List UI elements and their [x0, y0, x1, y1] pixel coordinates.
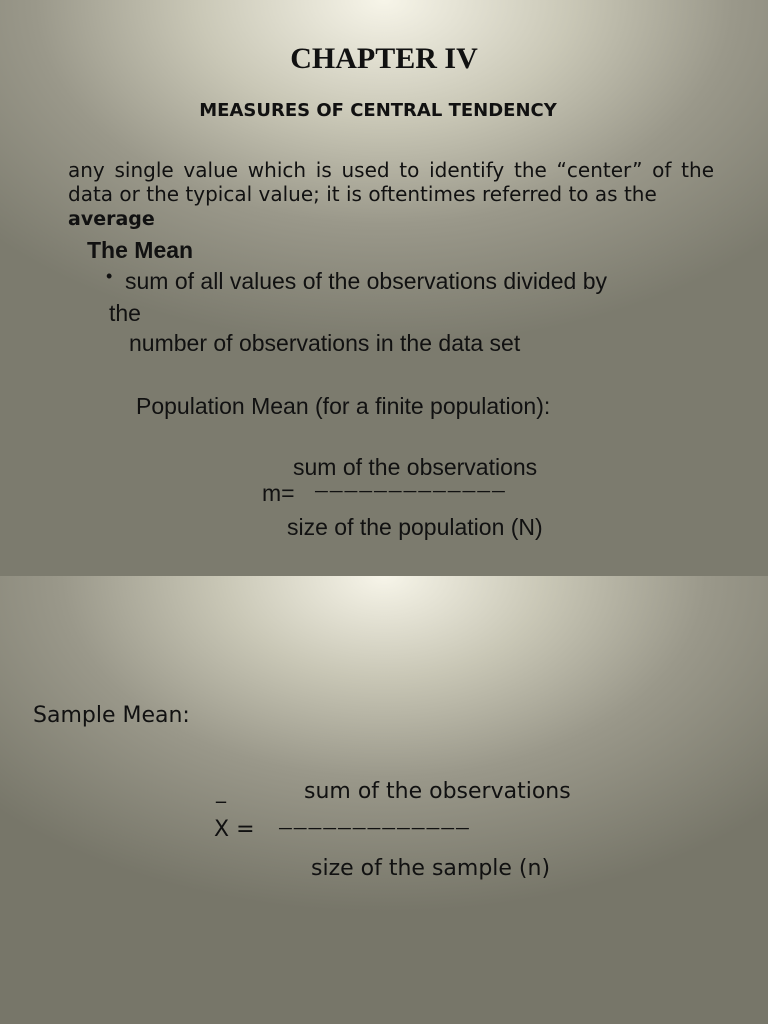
xbar-overline: _ — [216, 779, 226, 803]
population-fraction-bar: ───────────── — [315, 481, 507, 501]
bullet-text-line-2: the — [109, 300, 141, 326]
bullet-icon: • — [106, 266, 113, 286]
sample-mean-symbol: X = — [214, 817, 255, 842]
sample-formula-denominator: size of the sample (n) — [311, 856, 551, 881]
mean-heading: The Mean — [87, 237, 194, 263]
chapter-title: CHAPTER IV — [290, 42, 478, 75]
population-mean-symbol: m= — [262, 480, 295, 506]
section-subtitle: MEASURES OF CENTRAL TENDENCY — [199, 100, 557, 121]
slide-2 — [0, 576, 768, 1024]
definition-paragraph — [68, 158, 714, 231]
population-formula-numerator: sum of the observations — [293, 454, 538, 480]
population-mean-label: Population Mean (for a finite population): — [136, 393, 551, 419]
definition-bold-term: average — [68, 208, 155, 230]
bullet-text-line-3: number of observations in the data set — [129, 330, 521, 356]
sample-formula-numerator: sum of the observations — [304, 779, 571, 804]
sample-fraction-bar: ───────────── — [279, 818, 471, 838]
sample-mean-label: Sample Mean: — [33, 703, 190, 728]
definition-text: any single value which is used to identify the “center” of the data or the typical value; it is oftentimes referred to as the — [68, 158, 714, 206]
bullet-text-line-1: sum of all values of the observations divided by — [125, 268, 607, 294]
population-formula-denominator: size of the population (N) — [287, 514, 543, 540]
